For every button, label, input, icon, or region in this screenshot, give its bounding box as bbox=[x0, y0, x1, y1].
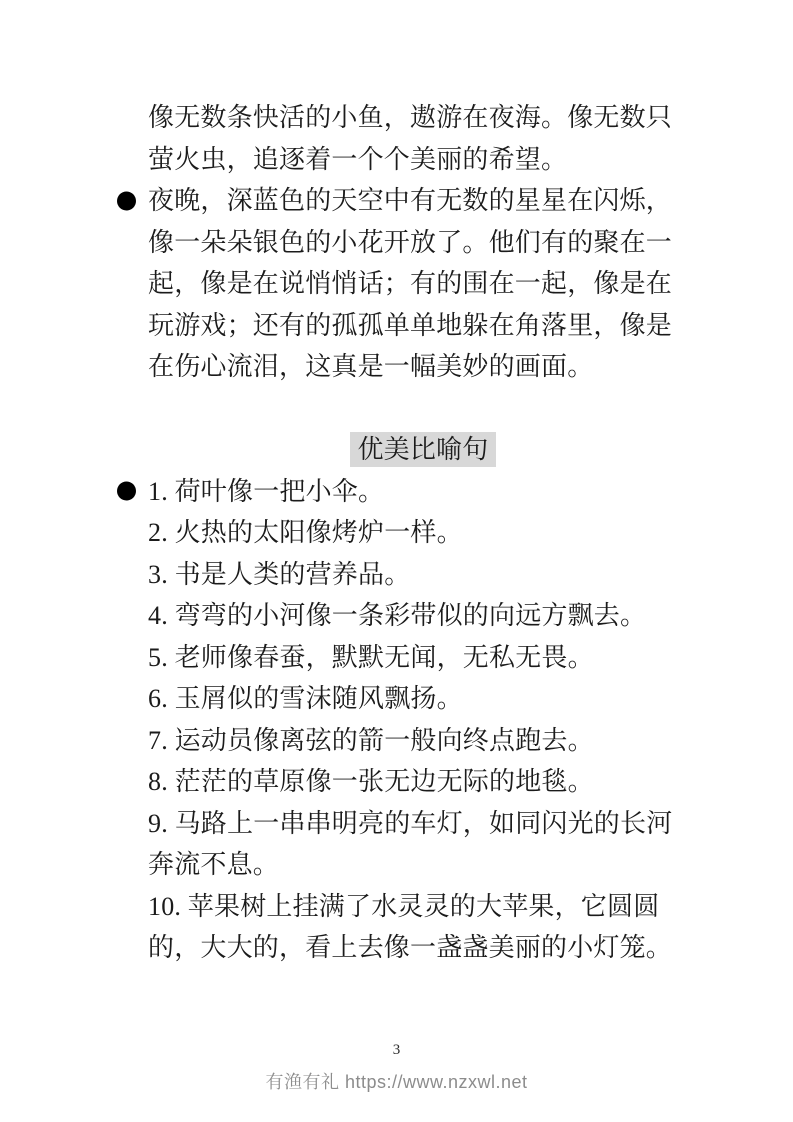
text-line bbox=[148, 471, 708, 513]
text-line-content: 奔流不息。 bbox=[148, 850, 280, 879]
text-line-content: 8. 茫茫的草原像一张无边无际的地毯。 bbox=[148, 767, 594, 796]
text-line bbox=[148, 305, 708, 347]
section-heading-row bbox=[143, 429, 703, 471]
text-line bbox=[148, 512, 708, 554]
text-line-content: 夜晚，深蓝色的天空中有无数的星星在闪烁， bbox=[148, 186, 673, 215]
text-line bbox=[148, 595, 708, 637]
simile-list bbox=[148, 471, 708, 969]
text-line-content: 起，像是在说悄悄话；有的围在一起，像是在 bbox=[148, 269, 673, 298]
text-line bbox=[148, 886, 708, 928]
footer-site-credit: 有渔有礼 https://www.nzxwl.net bbox=[265, 1072, 528, 1092]
text-line-content: 玩游戏；还有的孤孤单单地躲在角落里，像是 bbox=[148, 310, 673, 340]
text-line-content: 像一朵朵银色的小花开放了。他们有的聚在一 bbox=[148, 227, 673, 257]
text-line bbox=[148, 720, 708, 762]
text-line-content: 3. 书是人类的营养品。 bbox=[148, 559, 411, 589]
text-line bbox=[148, 97, 708, 139]
text-line bbox=[148, 803, 708, 845]
text-line bbox=[148, 927, 708, 969]
text-line-content: 在伤心流泪，这真是一幅美妙的画面。 bbox=[148, 352, 594, 381]
intro-paragraphs bbox=[148, 97, 708, 388]
text-line-content: 萤火虫，追逐着一个个美丽的希望。 bbox=[148, 144, 568, 174]
text-line bbox=[148, 844, 708, 886]
text-line bbox=[148, 222, 708, 264]
section-heading: 优美比喻句 bbox=[350, 432, 495, 467]
text-line bbox=[148, 346, 708, 388]
text-line-content: 6. 玉屑似的雪沫随风飘扬。 bbox=[148, 684, 463, 713]
text-line bbox=[148, 678, 708, 720]
text-line-content: 2. 火热的太阳像烤炉一样。 bbox=[148, 518, 463, 547]
text-line bbox=[148, 637, 708, 679]
text-line-content: 1. 荷叶像一把小伞。 bbox=[148, 476, 385, 506]
text-line bbox=[148, 263, 708, 305]
page-number: 3 bbox=[392, 1042, 401, 1058]
bullet-icon bbox=[117, 482, 136, 501]
text-line bbox=[148, 761, 708, 803]
text-line-content: 的，大大的，看上去像一盏盏美丽的小灯笼。 bbox=[148, 933, 673, 962]
text-line bbox=[148, 139, 708, 181]
text-line-content: 像无数条快活的小鱼，遨游在夜海。像无数只 bbox=[148, 103, 673, 132]
page-body-text bbox=[148, 97, 708, 969]
text-line-content: 7. 运动员像离弦的箭一般向终点跑去。 bbox=[148, 725, 594, 755]
bullet-icon bbox=[117, 191, 136, 210]
text-line-content: 4. 弯弯的小河像一条彩带似的向远方飘去。 bbox=[148, 601, 647, 630]
text-line-content: 5. 老师像春蚕，默默无闻，无私无畏。 bbox=[148, 642, 594, 672]
text-line-content: 9. 马路上一串串明亮的车灯，如同闪光的长河 bbox=[148, 808, 673, 838]
text-line bbox=[148, 180, 708, 222]
text-line-content: 10. 苹果树上挂满了水灵灵的大苹果，它圆圆 bbox=[148, 891, 660, 921]
text-line bbox=[148, 554, 708, 596]
